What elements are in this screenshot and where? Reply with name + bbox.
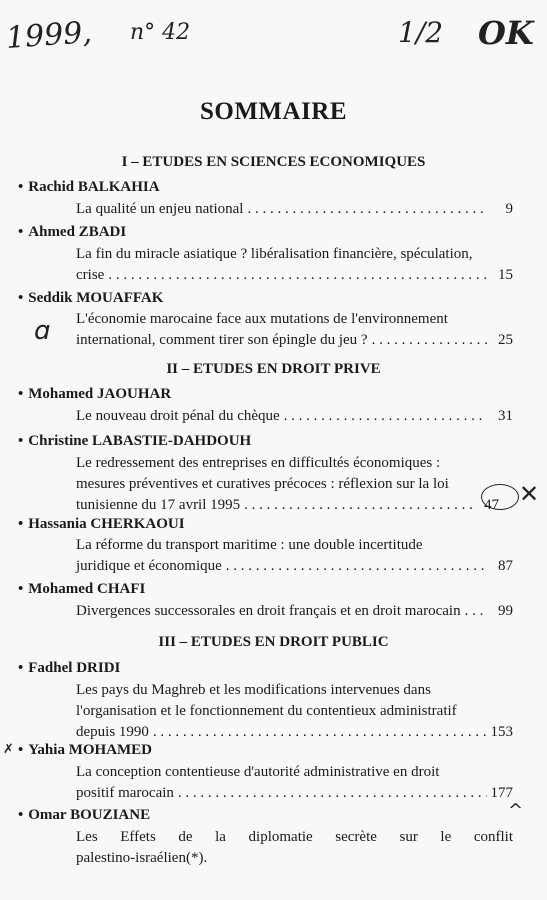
section-heading-2: II – ETUDES EN DROIT PRIVE [166, 361, 381, 377]
author-mohamed: • Yahia MOHAMED [18, 742, 153, 758]
author-cherkaoui: • Hassania CHERKAOUI [18, 516, 185, 532]
section-heading-1: I – ETUDES EN SCIENCES ECONOMIQUES [121, 154, 426, 170]
handwritten-cross-mark: ✕ [519, 480, 540, 508]
author-bouziane: • Omar BOUZIANE [18, 807, 151, 823]
author-labastie-dahdouh: • Christine LABASTIE-DAHDOUH [18, 433, 252, 449]
section-heading-3: III – ETUDES EN DROIT PUBLIC [158, 634, 389, 650]
toc-entry-jaouhar[interactable]: Le nouveau droit pénal du chèque . . . 31 [76, 407, 513, 425]
handwritten-page: 1/2 [398, 16, 444, 49]
page-title: SOMMAIRE [199, 98, 348, 125]
toc-entry-cherkaoui[interactable]: La réforme du transport maritime : une double incertitude juridique et économique . . . 87 [76, 536, 513, 575]
handwritten-year: 1999, [4, 15, 94, 56]
author-jaouhar: • Mohamed JAOUHAR [18, 386, 172, 402]
handwritten-caret-mark: ^ [508, 800, 524, 821]
author-dridi: • Fadhel DRIDI [18, 660, 121, 676]
author-zbadi: • Ahmed ZBADI [18, 224, 127, 240]
page-number: 177 [490, 785, 513, 801]
page-number: 99 [498, 603, 513, 619]
page-number: 9 [505, 201, 513, 217]
toc-entry-mouaffak[interactable]: L'économie marocaine face aux mutations de l'environnement international, comment tirer son épingle du jeu ? . . . 25 [76, 310, 513, 349]
page-number: 15 [498, 267, 513, 283]
handwritten-issue: n° 42 [130, 20, 191, 45]
handwritten-ok: OK [478, 14, 534, 52]
toc-entry-chafi[interactable]: Divergences successorales en droit français et en droit marocain . . . 99 [76, 602, 513, 620]
handwritten-side-mark: ✗ [3, 742, 14, 757]
handwritten-circle [481, 484, 519, 510]
page-number: 153 [490, 724, 513, 740]
author-chafi: • Mohamed CHAFI [18, 581, 146, 597]
toc-entry-balkahia[interactable]: La qualité un enjeu national . . . 9 [76, 200, 513, 218]
toc-entry-dridi[interactable]: Les pays du Maghreb et les modifications intervenues dans l'organisation et le fonctionnement du contentieux administratif depuis 1990 . . . 153 [76, 681, 513, 741]
page-number: 87 [498, 558, 513, 574]
page-number: 31 [498, 408, 513, 424]
handwritten-check-mark: ɑ [34, 316, 51, 346]
toc-entry-zbadi[interactable]: La fin du miracle asiatique ? libéralisation financière, spéculation, crise . . . 15 [76, 245, 513, 284]
author-mouaffak: • Seddik MOUAFFAK [18, 290, 164, 306]
author-balkahia: • Rachid BALKAHIA [18, 179, 160, 195]
page-number: 25 [498, 332, 513, 348]
toc-entry-labastie-dahdouh[interactable]: Le redressement des entreprises en difficultés économiques : mesures préventives et curatives précoces : réflexion sur la loi tunisienne du 17 avril 1995 . . . 47 [76, 454, 513, 514]
toc-entry-mohamed[interactable]: La conception contentieuse d'autorité administrative en droit positif marocain . . . 177 [76, 763, 513, 802]
toc-entry-bouziane[interactable]: Les Effets de la diplomatie secrète sur le conflit palestino-israélien(*). [76, 829, 513, 866]
page-number: 47 [484, 497, 499, 513]
